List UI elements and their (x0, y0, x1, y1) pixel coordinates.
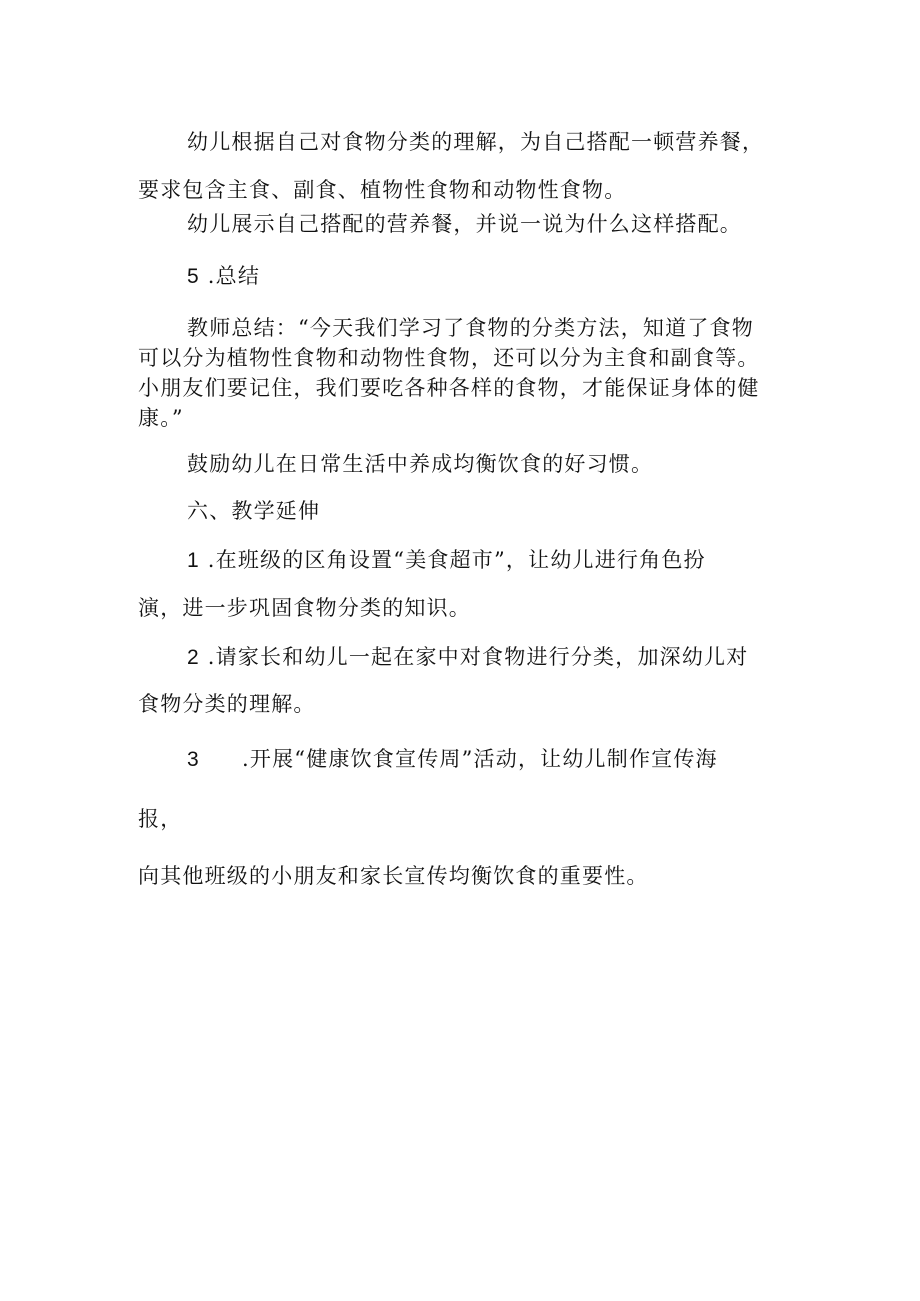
section-heading-summary (187, 262, 260, 291)
paragraph-line: 幼儿根据自己对食物分类的理解，为自己搭配一顿营养餐， (187, 130, 765, 154)
paragraph-line: 小朋友们要记住，我们要吃各种各样的食物，才能保证身体的健 (138, 376, 760, 400)
section-title: .总结 (207, 264, 261, 288)
list-item-text: .请家长和幼儿一起在家中对食物进行分类，加深幼儿对 (207, 645, 749, 669)
paragraph-line: 要求包含主食、副食、植物性食物和动物性食物。 (138, 178, 627, 202)
paragraph-line: 教师总结：“今天我们学习了食物的分类方法，知道了食物 (187, 316, 754, 340)
section-number: 5 (187, 265, 200, 288)
paragraph-line: 可以分为植物性食物和动物性食物，还可以分为主食和副食等。 (138, 346, 760, 370)
list-item-number: 1 (187, 549, 200, 572)
list-item-number (187, 745, 200, 774)
list-item-text: .开展“健康饮食宣传周”活动，让幼儿制作宣传海 (242, 747, 718, 771)
paragraph-line: 食物分类的理解。 (138, 692, 316, 716)
list-item-text: .在班级的区角设置“美食超市”，让幼儿进行角色扮 (207, 548, 706, 572)
paragraph-line: 鼓励幼儿在日常生活中养成均衡饮食的好习惯。 (187, 452, 654, 476)
list-item (187, 643, 748, 672)
paragraph-line: 报， (138, 807, 183, 831)
section-heading-extension: 六、教学延伸 (187, 499, 321, 523)
list-item (187, 546, 706, 575)
list-item-number: 2 (187, 646, 200, 669)
paragraph-line: 幼儿展示自己搭配的营养餐，并说一说为什么这样搭配。 (187, 212, 742, 236)
paragraph-line: 康。” (138, 406, 184, 430)
list-item-number-value: 3 (187, 748, 200, 771)
paragraph-line: 演，进一步巩固食物分类的知识。 (138, 596, 471, 620)
paragraph-line: 向其他班级的小朋友和家长宣传均衡饮食的重要性。 (138, 864, 649, 888)
